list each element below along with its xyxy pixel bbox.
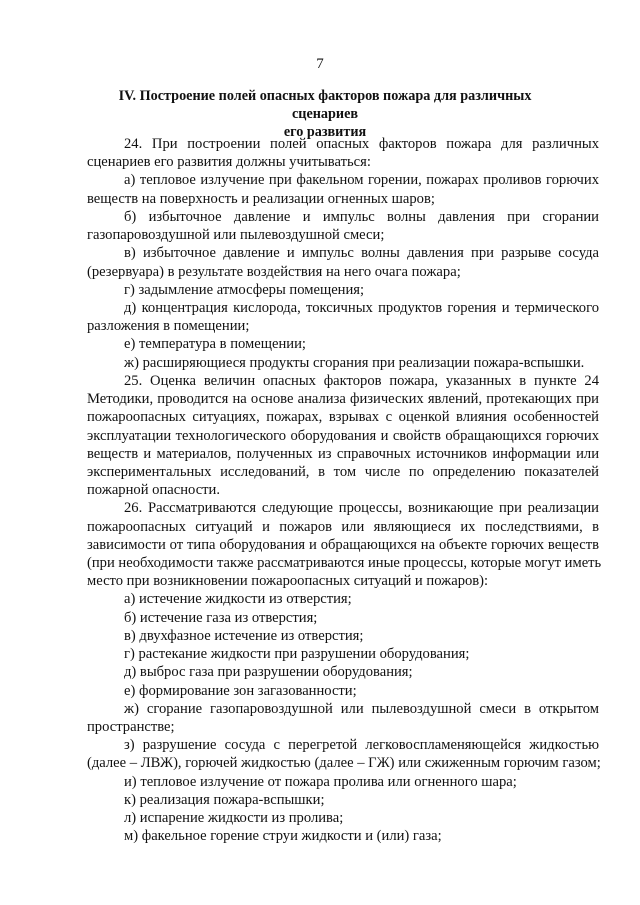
page-number: 7 (316, 56, 324, 72)
text-line: 26. Рассматриваются следующие процессы, возникающие при реализации (124, 500, 599, 517)
text-line: (далее – ЛВЖ), горючей жидкостью (далее – ГЖ) или сжиженным горючим газом; (87, 755, 601, 772)
section-title (90, 87, 560, 141)
body-text (87, 135, 602, 846)
text-line: а) тепловое излучение при факельном горении, пожарах проливов горючих (124, 172, 599, 189)
text-line: (резервуара) в результате воздействия на него очага пожара; (87, 263, 461, 280)
text-line: а) истечение жидкости из отверстия; (124, 591, 352, 608)
text-line: м) факельное горение струи жидкости и (или) газа; (124, 828, 442, 845)
text-line: веществ на поверхность и реализации огненных шаров; (87, 190, 435, 207)
text-line: 24. При построении полей опасных факторов пожара для различных (124, 136, 599, 152)
text-line: ж) расширяющиеся продукты сгорания при реализации пожара-вспышки. (124, 354, 585, 371)
text-line: к) реализация пожара-вспышки; (124, 791, 325, 808)
text-line: л) испарение жидкости из пролива; (124, 810, 344, 827)
text-line: пожарной опасности. (87, 482, 221, 499)
text-line: пространстве; (87, 719, 175, 735)
text-line: сценариев его развития должны учитываться: (87, 154, 371, 171)
text-line: в) двухфазное истечение из отверстия; (124, 627, 364, 644)
text-line: Методики, проводится на основе анализа физических явлений, протекающих при (87, 391, 599, 408)
text-line: е) температура в помещении; (124, 336, 306, 353)
text-line: эксплуатации технологического оборудования и свойств обращающихся горючих (87, 427, 599, 444)
text-line: пожароопасных ситуациях, пожарах, взрывах с оценкой влияния особенностей (87, 409, 599, 426)
section-title-line-1: IV. Построение полей опасных факторов пожара для различных сценариев (118, 88, 532, 122)
text-line: д) выброс газа при разрушении оборудования; (124, 664, 413, 681)
text-line: веществ и материалов, полученных из справочных источников информации или (87, 445, 599, 462)
text-line: 25. Оценка величин опасных факторов пожара, указанных в пункте 24 (124, 372, 599, 389)
text-line: газопаровоздушной или пылевоздушной смеси; (87, 227, 385, 244)
text-line: б) избыточное давление и импульс волны давления при сгорании (124, 208, 599, 225)
text-line: место при возникновении пожароопасных ситуаций и пожаров): (87, 573, 489, 590)
text-line: разложения в помещении; (87, 318, 250, 335)
text-line: г) задымление атмосферы помещения; (124, 281, 365, 298)
text-line: зависимости от типа оборудования и обращающихся на объекте горючих веществ (87, 536, 599, 553)
section-title-line-2: его развития (283, 124, 367, 140)
text-line: (при необходимости также рассматриваются иные процессы, которые могут иметь (87, 555, 602, 572)
text-line: пожароопасных ситуаций и пожаров или являющиеся их последствиями, в (87, 518, 599, 535)
text-line: и) тепловое излучение от пожара пролива или огненного шара; (124, 773, 517, 790)
text-line: з) разрушение сосуда с перегретой легковоспламеняющейся жидкостью (124, 737, 599, 754)
text-line: в) избыточное давление и импульс волны давления при разрыве сосуда (124, 245, 599, 262)
text-line: б) истечение газа из отверстия; (124, 609, 318, 626)
text-line: экспериментальных исследований, в том числе по определению показателей (87, 463, 599, 480)
text-line: е) формирование зон загазованности; (124, 682, 357, 699)
text-line: г) растекание жидкости при разрушении оборудования; (124, 646, 470, 663)
text-line: д) концентрация кислорода, токсичных продуктов горения и термического (124, 299, 599, 316)
text-line: ж) сгорание газопаровоздушной или пылевоздушной смеси в открытом (124, 700, 599, 717)
